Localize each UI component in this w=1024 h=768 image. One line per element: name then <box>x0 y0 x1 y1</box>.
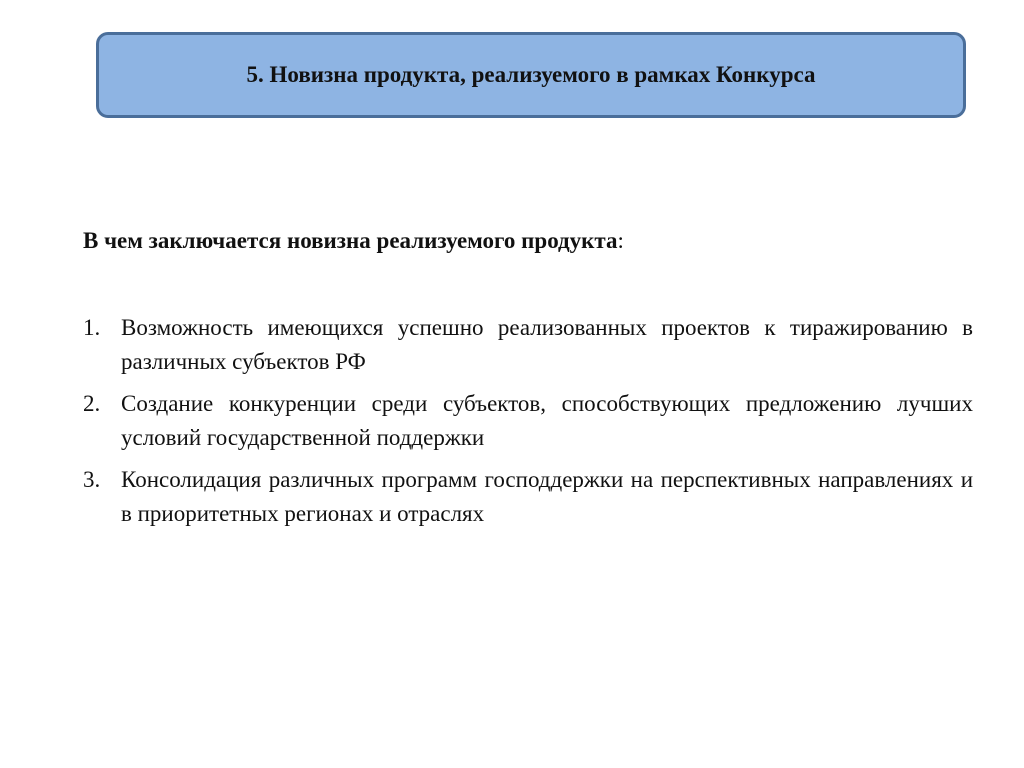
list-item-number: 2. <box>83 391 101 416</box>
list-item <box>83 311 973 379</box>
list-item-text: Создание конкуренции среди субъектов, способствующих предложению лучших условий государственной поддержки <box>121 391 973 450</box>
lead-question-text: В чем заключается новизна реализуемого продукта <box>83 228 618 253</box>
slide-title: 5. Новизна продукта, реализуемого в рамках Конкурса <box>246 62 816 88</box>
list-item-number: 1. <box>83 315 101 340</box>
list-item <box>83 463 973 531</box>
slide-title-box <box>96 32 966 118</box>
list-item-text: Возможность имеющихся успешно реализованных проектов к тиражированию в различных субъектов РФ <box>121 315 973 374</box>
list-item-number: 3. <box>83 467 101 492</box>
lead-question-colon: : <box>617 228 624 253</box>
list-item-text: Консолидация различных программ господдержки на перспективных направлениях и в приоритетных регионах и отраслях <box>121 467 973 526</box>
novelty-list <box>83 311 973 539</box>
list-item <box>83 387 973 455</box>
lead-question <box>83 225 973 257</box>
